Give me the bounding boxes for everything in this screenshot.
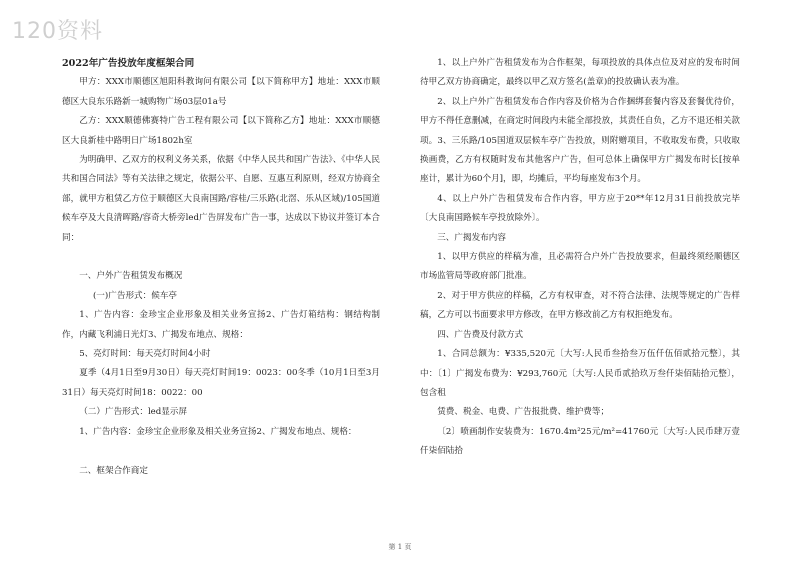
fee-items: 赁费、税金、电费、广告报批费、维护费等； xyxy=(437,407,610,418)
fee-clause-2: 〔2〕喷画制作安装费为：1670.4m²25元/m²=41760元〔大写:人民币肆万壹仟柒佰陆拾 xyxy=(420,426,740,457)
lighting-time: 5、亮灯时间：每天亮灯时间4小时 xyxy=(79,349,211,360)
document-title: 2022年广告投放年度框架合同 xyxy=(62,58,195,69)
framework-clause-2-3: 2、以上户外广告租赁发布合作内容及价格为合作捆绑套餐内容及套餐优待价，甲方不得任意删减，在商定时间段内未能全部投放，其责任自负，乙方不退还相关款项。3、三乐路/105国道双层候车亭广告投放，则附赠项目，不收取发布费，只收取换画费，乙方有权随时发布其他客户广告，但可总体上确保甲方广揭发布时长[按单座计，累计为60个月]，即，均摊后，平均每座发布3个月。 xyxy=(420,96,740,185)
content-clause-1: 1、以甲方供应的样稿为准，且必需符合户外广告投放要求，但最终须经顺德区市场监管局等政府部门批准。 xyxy=(420,252,740,282)
section-1-sub-2-content: 1、广告内容：金珍宝企业形象及相关业务宣扬2、广揭发布地点、规格： xyxy=(79,426,357,437)
section-1-title: 一、户外广告租赁发布概况 xyxy=(79,271,183,282)
section-3-title: 三、广揭发布内容 xyxy=(437,232,506,243)
fee-clause-1: 1、合同总额为：¥335,520元〔大写:人民币叁拾叁万伍仟伍佰贰拾元整〕，其中：〔1〕广揭发布费为：¥293,760元〔大写:人民币贰拾玖万叁仟柒佰陆拾元整〕，包含租 xyxy=(420,349,740,398)
right-column xyxy=(420,54,740,462)
party-a: 甲方：XXX市顺德区旭阳科教询问有限公司【以下简称甲方】地址：XXX市顺德区大良东乐路新一城购物广场03层01a号 xyxy=(62,77,380,107)
intro-paragraph: 为明确甲、乙双方的权利义务关系，依据《中华人民共和国广告法》、《中华人民共和国合同法》等有关法律之规定，依据公平、自愿、互惠互利原则，经双方协商全部，就甲方租赁乙方位于顺德区大良南国路/容桂/三乐路(北滘、乐从区域)/105国道候车亭及大良清晖路/容奇大桥旁led广告屏发布广告一事，达成以下协议并签订本合同： xyxy=(62,155,380,243)
framework-clause-4: 4、以上户外广告租赁发布合作内容，甲方应于20**年12月31日前投放完毕〔大良南国路候车亭投放除外〕。 xyxy=(420,193,740,224)
section-1-sub-1: (一)广告形式：候车亭 xyxy=(92,290,178,301)
left-column xyxy=(62,54,380,481)
watermark-logo: 120资料 xyxy=(12,19,103,44)
section-1-sub-2: （二）广告形式：led显示屏 xyxy=(79,407,188,418)
framework-clause-1: 1、以上户外广告租赁发布为合作框架，每项投放的具体点位及对应的发布时间待甲乙双方协商确定，最终以甲乙双方签名(盖章)的投放确认表为准。 xyxy=(420,58,740,88)
lighting-schedule: 夏季（4月1日至9月30日）每天亮灯时间19：0023：00冬季（10月1日至3月31日）每天亮灯时间18：0022：00 xyxy=(62,368,380,398)
section-1-sub-1-content: 1、广告内容：金珍宝企业形象及相关业务宣扬2、广告灯箱结构：钢结构制作，内藏飞利浦日光灯3、广揭发布地点、规格： xyxy=(62,310,380,340)
page-number: 第 1 页 xyxy=(388,543,412,551)
section-2-title: 二、框架合作商定 xyxy=(79,465,148,476)
content-clause-2: 2、对于甲方供应的样稿，乙方有权审查，对不符合法律、法规等规定的广告样稿，乙方可以书面要求甲方修改，在甲方修改前乙方有权拒绝发布。 xyxy=(420,290,740,321)
section-4-title: 四、广告费及付款方式 xyxy=(437,329,524,340)
party-b: 乙方：XXX顺德佛赛特广告工程有限公司【以下简称乙方】地址：XXX市顺德区大良新桂中路明日广场1802h室 xyxy=(62,116,380,146)
